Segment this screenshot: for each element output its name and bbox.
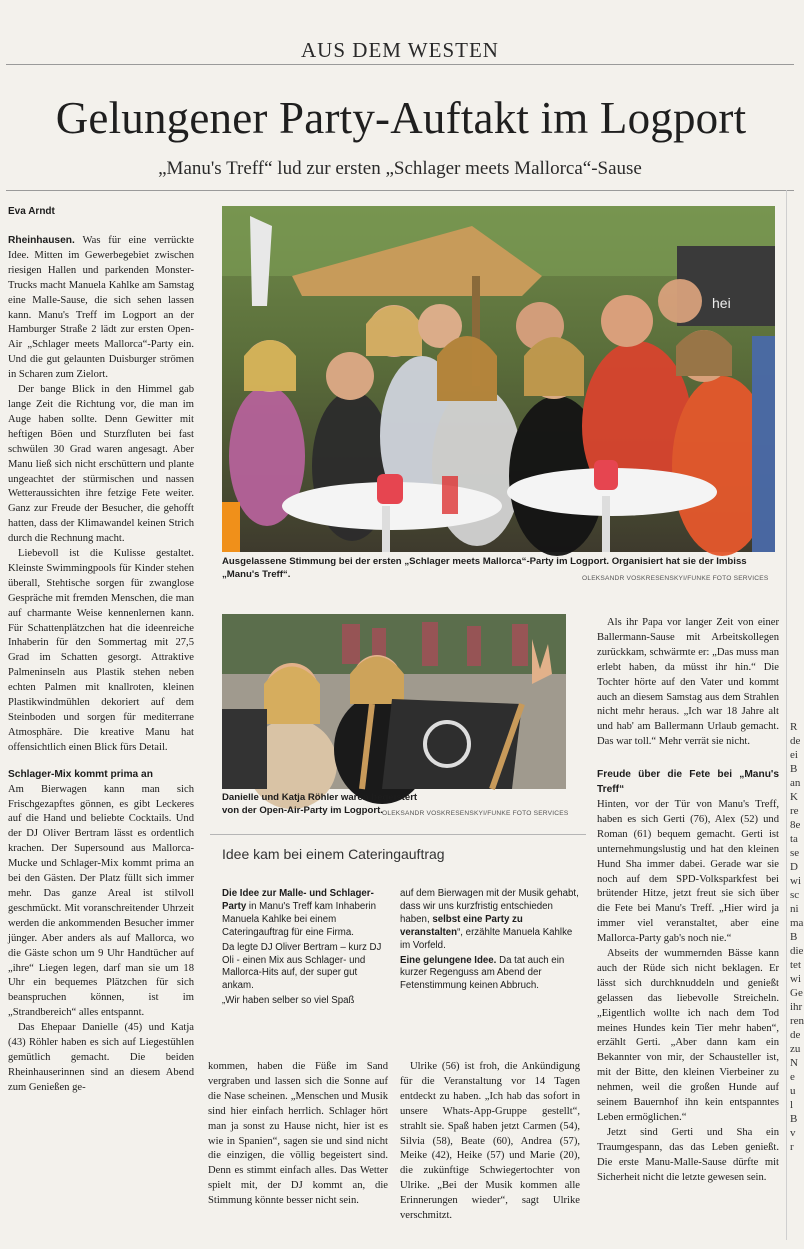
top-rule (6, 64, 794, 65)
paragraph: kommen, haben die Füße im Sand vergraben und lassen sich die Sonne auf die Nase scheinen. „Menschen und Musik sind hier einfach herrlich. Schlager hört man ja sonst zu Hause nicht, hier ist es wie in Spanien“, sagen sie und sind nicht die einzigen, die völlig begeistert sind. Denn es stimmt einfach alles. Das Wetter spielt mit, der DJ kommt an, die Stimmung könnte besser nicht sein. (208, 1061, 388, 1207)
column-divider (786, 190, 787, 1240)
paragraph: Hinten, vor der Tür von Manu's Treff, haben es sich Gerti (76), Alex (52) und Roman (61) bequem gemacht. Gerti ist unternehmungslustig und hat den kleinen Hund Sha immer dabei. Gerade war sie noch auf dem SPD-Volksparkfest bei brütender Hitze, jetzt freut sie sich über die Fete bei Manu's Treff. „Hier wird ja immer viel veranstaltet, aber eine Mallorca-Party gab's noch nie.“ (597, 798, 779, 945)
column-3-bottom (400, 1060, 580, 1224)
edge-fragment: e (790, 1071, 795, 1083)
photo-1-caption: Ausgelassene Stimmung bei der ersten „Schlager meets Mallorca“-Party im Logport. Organisiert hat sie der Imbiss „Manu's Treff“. (222, 556, 747, 580)
author-byline: Eva Arndt (8, 206, 55, 217)
edge-fragment: ihr (790, 1001, 803, 1013)
paragraph: Da legte DJ Oliver Bertram – kurz DJ Oli - einen Mix aus Schlager- und Mallorca-Hits auf, der super gut ankam. (222, 941, 382, 992)
infobox-heading: Idee kam bei einem Cateringauftrag (222, 846, 445, 862)
photo-1-credit: OLEKSANDR VOSKRESENSKYI/FUNKE FOTO SERVICES (582, 575, 769, 582)
edge-fragment: K (790, 791, 798, 803)
infobox-column-a (222, 888, 386, 1010)
edge-fragment: ni (790, 903, 799, 915)
paragraph: Liebevoll ist die Kulisse gestaltet. Kleinste Swimmingpools für Kinder stehen überall, Stehtische sorgen für zwanglose Gespräche mit fremden Menschen, die man auf charmante Weise kennenlernen kann. Für Schattenplätzchen hat die ideenreiche Inhaberin für den Sommertag mit 27,5 Grad im Schatten gesorgt. Attraktive Palmeninseln aus Plastik stehen neben echten Palmen mit knallroten, kleinen Plastikwindmühlen dekoriert auf dem Steinboden und sorgen für mediterrane Atmosphäre. Die kreative Manu hat offensichtlich einen Blick fürs Detail. (8, 548, 194, 753)
edge-fragment: D (790, 861, 798, 873)
roehler-illustration (222, 614, 566, 789)
infobox-column-b (400, 888, 580, 995)
paragraph: Der bange Blick in den Himmel gab lange Zeit die Richtung vor, die man im Auge haben sollte. Denn Gewitter mit heftigen Böen und Sturzfluten bei fast schwülen 30 Grad waren angesagt. Aber Manu ließ sich nicht erschüttern und plante ungeachtet der stürmischen und nassen Wetteraussichten ihre fetzige Fete weiter. Ganz zur Freude der Besucher, die gehofft hatten, dass der Klimawandel keinen Strich durch die Rechnung macht. (8, 384, 194, 545)
paragraph: Am Bierwagen kann man sich Frischgezapftes gönnen, es gibt Leckeres auf die Hand und beliebte Cocktails. Und der DJ Oliver Bertram lässt es ordentlich krachen. Der Supersound aus Mallorca-Mucke und Schlager-Mix kommt prima an bei den Gästen. Der Platz füllt sich immer mehr. Das ganze Areal ist stilvoll geschmückt. Mit voranschreitender Uhrzeit werden die ankommenden Besucher immer jünger. Aber anders als auf Mallorca, wo die Gäste schon um 9 Uhr Handtücher auf „ihre“ Liegen legen, darf man sie um 18 Uhr ein bequemes Plätzchen für sich beanspruchen können, ist im „Strandbereich“ alles entspannt. (8, 783, 194, 1019)
edge-fragment: wi (790, 875, 801, 887)
photo-2-credit: OLEKSANDR VOSKRESENSKYI/FUNKE FOTO SERVICES (382, 810, 569, 817)
edge-fragment: B (790, 763, 798, 775)
edge-fragment: tet (790, 959, 801, 971)
subheadline: „Manu's Treff“ lud zur ersten „Schlager meets Mallorca“-Sause (158, 158, 642, 179)
edge-fragment: B (790, 931, 798, 943)
roehler-sisters-photo (222, 614, 566, 789)
edge-fragment: B (790, 1113, 798, 1125)
edge-fragment: die (790, 945, 804, 957)
header-rule (6, 190, 794, 191)
edge-fragment: N (790, 1057, 798, 1069)
edge-fragment: wi (790, 973, 801, 985)
party-crowd-illustration (222, 206, 775, 552)
paragraph: auf dem Bierwagen mit der Musik gehabt, dass wir uns kurzfristig entschieden haben, selbst eine Party zu veranstalten“, erzählte Manuela Kahlke im Vorfeld. (400, 888, 579, 951)
edge-fragment: sc (790, 889, 800, 901)
edge-fragment: zu (790, 1043, 801, 1055)
edge-fragment: re (790, 805, 799, 817)
column-2-bottom (208, 1060, 388, 1209)
section-rubric: AUS DEM WESTEN (301, 38, 499, 62)
paragraph: Die Idee zur Malle- und Schlager-Party in Manu's Treff kam Inhaberin Manuela Kahlke bei einem Cateringauftrag für eine Firma. (222, 888, 377, 938)
edge-fragment: ei (790, 749, 798, 761)
edge-fragment: ma (790, 917, 804, 929)
neighbor-article-fragments (790, 720, 804, 1154)
edge-fragment: an (790, 777, 801, 789)
edge-fragment: 8e (790, 819, 801, 831)
edge-fragment: de (790, 735, 801, 747)
dateline: Rheinhausen. (8, 235, 75, 246)
paragraph: Als ihr Papa vor langer Zeit von einer Ballermann-Sause mit Arbeitskollegen zurückkam, schwärmte er: „Das muss man erlebt haben, da müsst ihr hin.“ Die Tochter hörte auf den Vater und kommt auch an diesem Samstag aus dem Strahlen nicht mehr heraus. „Ich war 18 Jahre alt und hab' am Ballermann Urlaub gemacht. Das war toll.“ Mehr verrät sie nicht. (597, 617, 779, 748)
paragraph: Ulrike (56) ist froh, die Ankündigung für die Veranstaltung vor 14 Tagen entdeckt zu haben. „Ich hab das sofort in unsere Whats-App-Gruppe gestellt“, strahlt sie. Spaß haben jetzt Carmen (54), Silvia (58), Beate (60), Andrea (57), Meike (42), Heike (57) und Marie (20), die zukünftige Schwiegertochter von Ulrike. „Bei der Musik kommen alle Erinnerungen wieder“, sagt Ulrike verschmitzt. (400, 1061, 580, 1222)
edge-fragment: ren (790, 1015, 804, 1027)
edge-fragment: l (790, 1099, 794, 1111)
edge-fragment: se (790, 847, 800, 859)
column-1 (8, 234, 194, 1096)
column-4 (597, 616, 779, 1186)
edge-fragment: v (790, 1127, 796, 1139)
subheading: Freude über die Fete bei „Manu's Treff“ (597, 769, 779, 796)
paragraph: Eine gelungene Idee. Da tat auch ein kurzer Regenguss am Abend der Fetenstimmung keinen Abbruch. (400, 954, 565, 992)
paragraph: Rheinhausen. Was für eine verrückte Idee. Mitten im Gewerbegebiet zwischen riesigen Hallen und parkenden Monster-Trucks macht Manuela Kahlke am Samstag eine Malle-Sause, die sich sehen lassen kann. Manu's Treff im Logport an der Hamburger Straße 2 lädt zur ersten Open-Air „Schlager meets Mallorca“-Party ein. Und die gut gelaunten Duisburger strömen in Scharen zum Zielort. (8, 235, 194, 381)
edge-fragment: ta (790, 833, 798, 845)
edge-fragment: de (790, 1029, 801, 1041)
edge-fragment: Ge (790, 987, 803, 999)
paragraph: Das Ehepaar Danielle (45) und Katja (43) Röhler haben es sich auf Liegestühlen gemütlich gemacht. Die beiden Rheinhauserinnen sind an diesem Abend zum Genießen ge- (8, 1022, 194, 1093)
paragraph: Abseits der wummernden Bässe kann auch der Rüde sich nicht beklagen. Er lässt sich durchknuddeln und genießt gelassen das liebevolle Streicheln. „Eigentlich wollte ich nach dem Tod meines Hundes kein Tier mehr haben“, erzählt Gerti. „Aber dann kam ein Bekannter von mir, der Schausteller ist, mit der Bitte, den kleinen Vierbeiner zu nehmen, weil die großen Hunde auf seinem Bauernhof ihn kein entspanntes Leben ermöglichen.“ (597, 948, 779, 1123)
infobox-rule (210, 834, 586, 835)
edge-fragment: r (790, 1141, 794, 1153)
edge-fragment: u (790, 1085, 796, 1097)
edge-fragment: R (790, 721, 798, 733)
subheading: Schlager-Mix kommt prima an (8, 768, 153, 780)
photo-2-caption: Danielle und Katja Röhler waren begeistert von der Open-Air-Party im Logport. (222, 792, 418, 816)
paragraph: „Wir haben selber so viel Spaß (222, 995, 355, 1007)
paragraph: Jetzt sind Gerti und Sha ein Traumgespann, das das Leben genießt. Die erste Manu-Malle-Sause dürfte mit Sicherheit nicht die letzte gewesen sein. (597, 1126, 779, 1183)
party-crowd-photo (222, 206, 775, 552)
headline: Gelungener Party-Auftakt im Logport (55, 93, 747, 143)
sign-text: hei (712, 295, 731, 311)
